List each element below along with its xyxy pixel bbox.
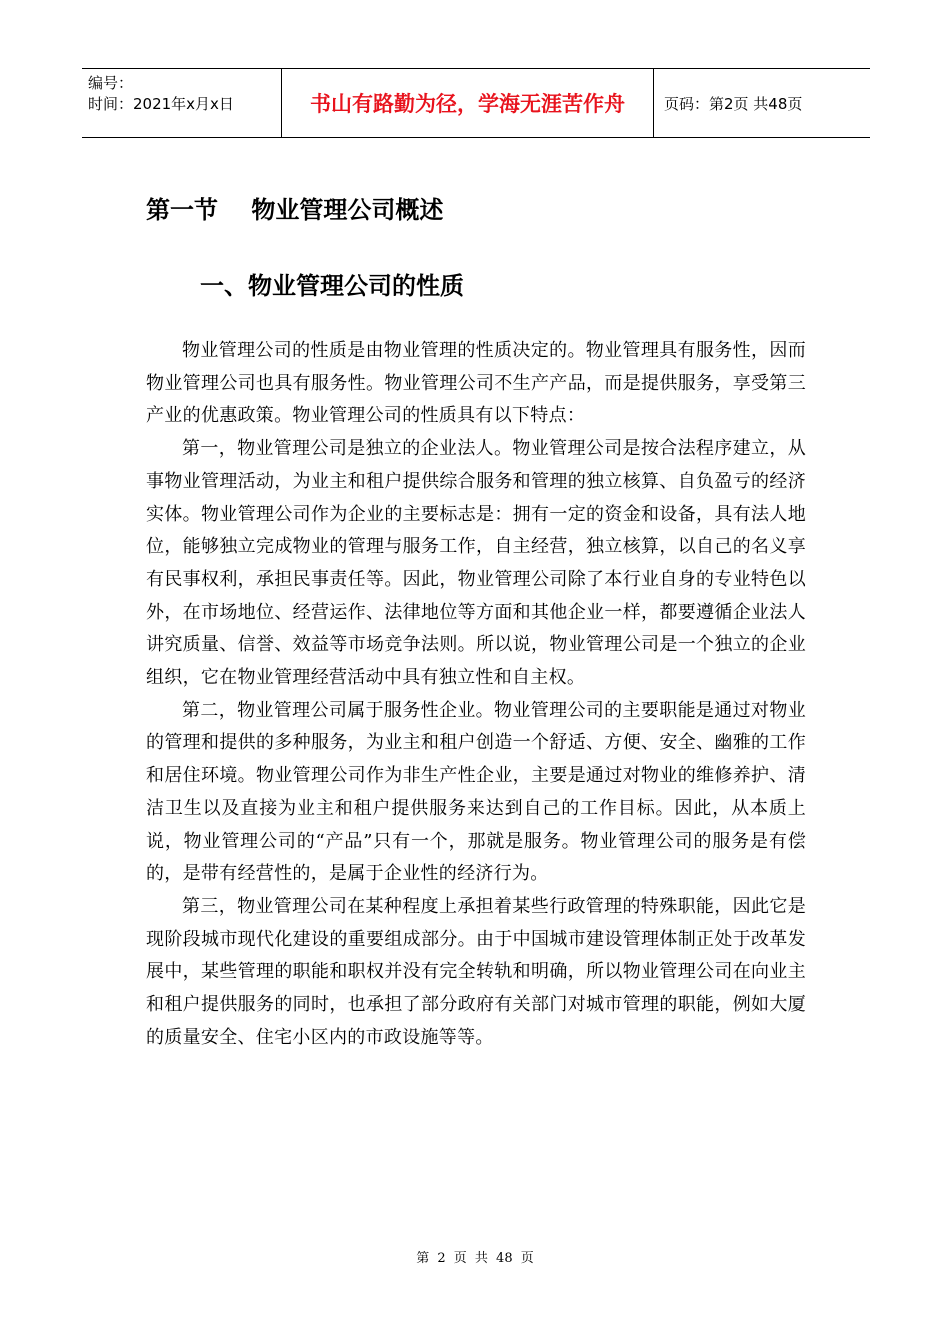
paragraph: 物业管理公司的性质是由物业管理的性质决定的。物业管理具有服务性，因而物业管理公司也具有服务性。物业管理公司不生产产品，而是提供服务，享受第三产业的优惠政策。物业管理公司的性质具有以下特点： (146, 340, 806, 427)
header-meta-cell (82, 69, 282, 137)
header-motto: 书山有路勤为径，学海无涯苦作舟 (282, 69, 654, 137)
document-date-label: 时间：2021年x月x日 (88, 95, 234, 113)
section-title: 第一节 物业管理公司概述 (146, 196, 444, 224)
document-header (82, 68, 870, 138)
paragraph: 第三，物业管理公司在某种程度上承担着某些行政管理的特殊职能，因此它是现阶段城市现代化建设的重要组成部分。由于中国城市建设管理体制正处于改革发展中，某些管理的职能和职权并没有完全转轨和明确，所以物业管理公司在向业主和租户提供服务的同时，也承担了部分政府有关部门对城市管理的职能，例如大厦的质量安全、住宅小区内的市政设施等等。 (146, 895, 806, 1048)
page-footer: 第 2 页 共 48 页 (416, 1251, 534, 1266)
header-page-info: 页码：第2页 共48页 (664, 94, 803, 113)
body-text (146, 335, 806, 1054)
document-number-label: 编号： (88, 74, 134, 92)
paragraph: 第二，物业管理公司属于服务性企业。物业管理公司的主要职能是通过对物业的管理和提供的多种服务，为业主和租户创造一个舒适、方便、安全、幽雅的工作和居住环境。物业管理公司作为非生产性企业，主要是通过对物业的维修养护、清洁卫生以及直接为业主和租户提供服务来达到自己的工作目标。因此，从本质上说，物业管理公司的“产品”只有一个，那就是服务。物业管理公司的服务是有偿的，是带有经营性的，是属于企业性的经济行为。 (146, 699, 806, 885)
subsection-title: 一、物业管理公司的性质 (200, 272, 464, 300)
paragraph: 第一，物业管理公司是独立的企业法人。物业管理公司是按合法程序建立，从事物业管理活动，为业主和租户提供综合服务和管理的独立核算、自负盈亏的经济实体。物业管理公司作为企业的主要标志是：拥有一定的资金和设备，具有法人地位，能够独立完成物业的管理与服务工作，自主经营，独立核算，以自己的名义享有民事权利，承担民事责任等。因此，物业管理公司除了本行业自身的专业特色以外，在市场地位、经营运作、法律地位等方面和其他企业一样，都要遵循企业法人讲究质量、信誉、效益等市场竞争法则。所以说，物业管理公司是一个独立的企业组织，它在物业管理经营活动中具有独立性和自主权。 (146, 438, 806, 689)
